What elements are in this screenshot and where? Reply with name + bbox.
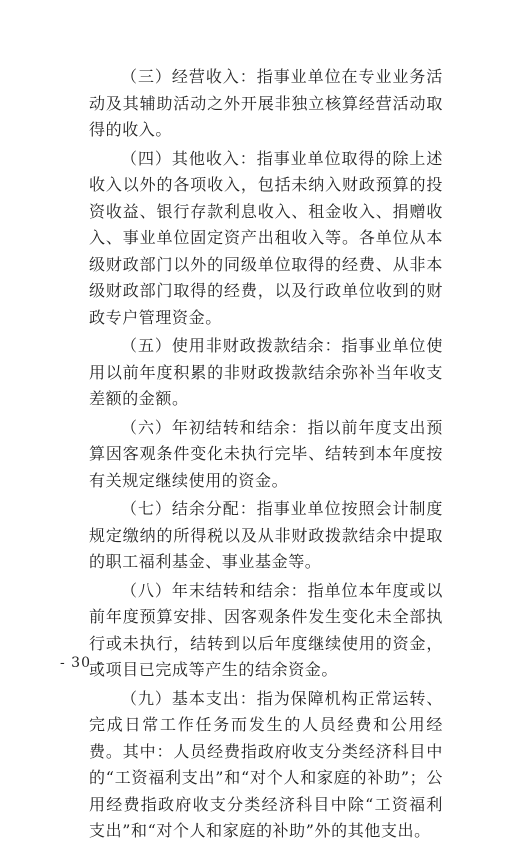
paragraph-surplus-distribution: （七）结余分配：指事业单位按照会计制度规定缴纳的所得税以及从非财政拨款结余中提取的职工福利基金、事业基金等。 (89, 499, 443, 571)
paragraph-other-income: （四）其他收入：指事业单位取得的除上述收入以外的各项收入，包括未纳入财政预算的投资收益、银行存款利息收入、租金收入、捐赠收入、事业单位固定资产出租收入等。各单位从本级财政部门以外的同级单位取得的经费、从非本级财政部门取得的经费，以及行政单位收到的财政专户管理资金。 (89, 148, 443, 327)
paragraph-basic-expenditure: （九）基本支出：指为保障机构正常运转、完成日常工作任务而发生的人员经费和公用经费。其中：人员经费指政府收支分类经济科目中的“工资福利支出”和“对个人和家庭的补助”；公用经费指政府收支分类经济科目中除“工资福利支出”和“对个人和家庭的补助”外的其他支出。 (89, 688, 443, 840)
paragraph-year-end-carryover: （八）年末结转和结余：指单位本年度或以前年度预算安排、因客观条件发生变化未全部执行或未执行，结转到以后年度继续使用的资金，或项目已完成等产生的结余资金。 (89, 580, 443, 679)
paragraph-beginning-carryover: （六）年初结转和结余：指以前年度支出预算因客观条件变化未执行完毕、结转到本年度按有关规定继续使用的资金。 (89, 417, 443, 490)
document-body (89, 64, 443, 847)
paragraph-operating-income: （三）经营收入：指事业单位在专业业务活动及其辅助活动之外开展非独立核算经营活动取得的收入。 (89, 67, 443, 139)
paragraph-non-fiscal-surplus-use: （五）使用非财政拨款结余：指事业单位使用以前年度积累的非财政拨款结余弥补当年收支差额的金额。 (89, 336, 443, 408)
page-number: - 30 - (60, 655, 103, 671)
